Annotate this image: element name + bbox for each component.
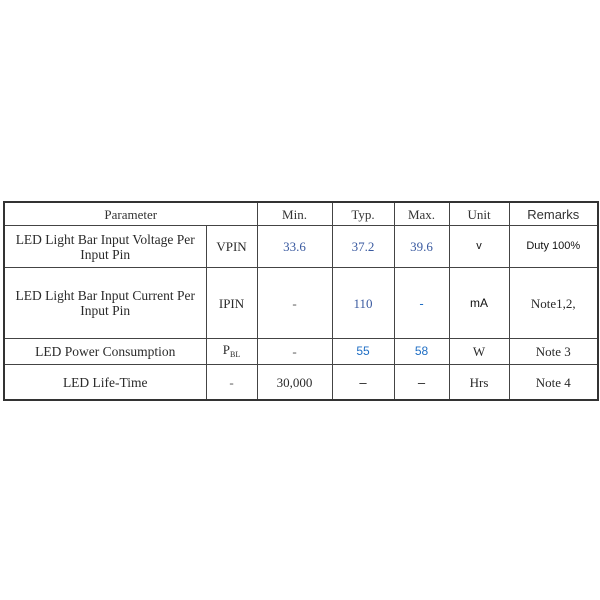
remarks-cell: Note 4	[509, 365, 598, 401]
header-max: Max.	[394, 202, 449, 226]
led-spec-table	[3, 201, 599, 401]
header-row	[4, 202, 598, 226]
unit-cell: Hrs	[449, 365, 509, 401]
header-min: Min.	[257, 202, 332, 226]
symbol-main: P	[222, 341, 230, 357]
unit-cell: W	[449, 339, 509, 365]
typ-cell: –	[332, 365, 394, 401]
max-cell: 39.6	[394, 226, 449, 268]
param-cell: LED Life-Time	[4, 365, 206, 401]
max-cell: 58	[394, 339, 449, 365]
min-cell: 33.6	[257, 226, 332, 268]
table-row	[4, 339, 598, 365]
symbol-cell: IPIN	[206, 268, 257, 339]
symbol-cell: -	[206, 365, 257, 401]
min-cell: -	[257, 268, 332, 339]
unit-cell: v	[449, 226, 509, 268]
typ-cell: 110	[332, 268, 394, 339]
symbol-subscript: BL	[230, 349, 241, 359]
param-cell: LED Light Bar Input Voltage Per Input Pin	[4, 226, 206, 268]
typ-cell: 55	[332, 339, 394, 365]
header-remarks: Remarks	[509, 202, 598, 226]
header-unit: Unit	[449, 202, 509, 226]
header-typ: Typ.	[332, 202, 394, 226]
typ-cell: 37.2	[332, 226, 394, 268]
remarks-cell: Note1,2,	[509, 268, 598, 339]
max-cell: –	[394, 365, 449, 401]
table-row	[4, 365, 598, 401]
max-cell: -	[394, 268, 449, 339]
table-row	[4, 268, 598, 339]
table-row	[4, 226, 598, 268]
min-cell: 30,000	[257, 365, 332, 401]
param-cell: LED Power Consumption	[4, 339, 206, 365]
symbol-cell	[206, 339, 257, 365]
min-cell: -	[257, 339, 332, 365]
unit-cell: mA	[449, 268, 509, 339]
remarks-cell: Note 3	[509, 339, 598, 365]
header-parameter: Parameter	[4, 202, 257, 226]
param-cell: LED Light Bar Input Current Per Input Pin	[4, 268, 206, 339]
symbol-cell: VPIN	[206, 226, 257, 268]
remarks-cell: Duty 100%	[509, 226, 598, 268]
